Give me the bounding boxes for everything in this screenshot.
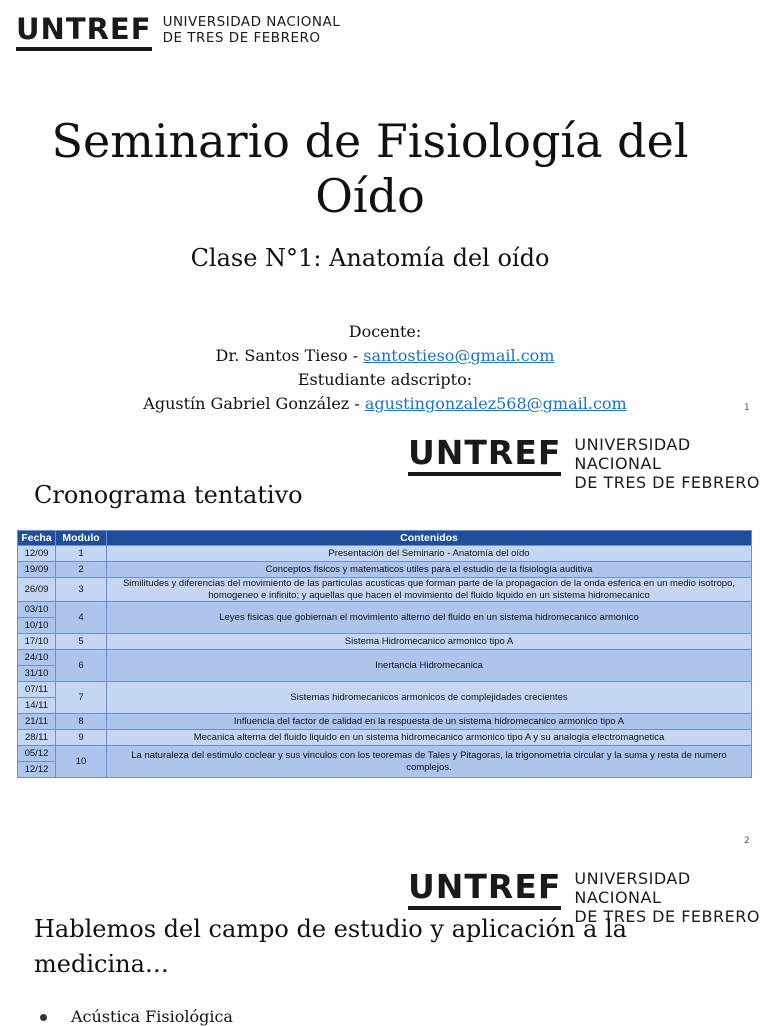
table-row — [18, 562, 752, 578]
docente-name: Dr. Santos Tieso - — [215, 346, 364, 365]
header-fecha: Fecha — [18, 531, 56, 546]
cell-contenido: Presentación del Seminario - Anatomía del oído — [107, 546, 752, 562]
docente-line — [0, 344, 768, 368]
cell-contenido: Leyes fisicas que gobiernan el movimiento alterno del fluido en un sistema hidromecanico armonico — [107, 602, 752, 634]
cell-modulo: 9 — [56, 730, 107, 746]
fecha-value: 31/10 — [18, 665, 55, 681]
logo-line-1: UNIVERSIDAD NACIONAL — [574, 435, 691, 473]
logo-subtitle — [163, 15, 341, 47]
untref-logo-slide2 — [408, 433, 768, 493]
untref-logo — [16, 12, 341, 51]
cell-contenido: Inertancia Hidromecanica — [107, 650, 752, 682]
table-row — [18, 634, 752, 650]
cell-modulo: 4 — [56, 602, 107, 634]
cell-contenido: Influencia del factor de calidad en la respuesta de un sistema hidromecanico armonico tipo A — [107, 714, 752, 730]
cell-modulo: 8 — [56, 714, 107, 730]
fecha-value: 07/11 — [24, 684, 49, 695]
table-row — [18, 578, 752, 602]
estudiante-email-link[interactable]: agustingonzalez568@gmail.com — [364, 394, 627, 413]
cell-modulo: 7 — [56, 682, 107, 714]
logo-line-1: UNIVERSIDAD NACIONAL — [574, 869, 691, 907]
table-row — [18, 546, 752, 562]
cell-fecha — [18, 602, 56, 634]
cell-contenido: Similitudes y diferencias del movimiento de las particulas acusticas que forman parte de la propagacion de la onda esferica en un medio isotropo, homogeneo e infinito; y aquellas que hacen el movimiento del fluido liquido en un sistema hidromecanico — [107, 578, 752, 602]
cell-fecha — [18, 650, 56, 682]
logo-word: UNTREF — [408, 436, 561, 476]
cell-modulo: 5 — [56, 634, 107, 650]
fecha-value: 19/09 — [24, 564, 49, 575]
slide3-heading: Hablemos del campo de estudio y aplicación a la medicina… — [34, 915, 627, 978]
bullet-text: Acústica Fisiológica — [71, 1007, 233, 1026]
fecha-value: 03/10 — [24, 604, 49, 615]
header-contenidos: Contenidos — [107, 531, 752, 546]
cell-fecha — [18, 634, 56, 650]
slide1-subtitle: Clase N°1: Anatomía del oído — [190, 244, 550, 272]
page-number-1: 1 — [744, 403, 750, 413]
fecha-value: 28/11 — [24, 732, 49, 743]
table-body — [18, 546, 752, 778]
cell-modulo: 1 — [56, 546, 107, 562]
cell-fecha — [18, 546, 56, 562]
cell-contenido: Sistemas hidromecanicos armonicos de complejidades crecientes — [107, 682, 752, 714]
logo-word: UNTREF — [16, 15, 152, 51]
logo-line-2: DE TRES DE FEBRERO — [162, 29, 321, 46]
bullet-dot-icon — [40, 1014, 47, 1021]
estudiante-line — [0, 392, 768, 416]
page-number-2: 2 — [744, 836, 750, 846]
table-row — [18, 682, 752, 714]
logo-line-2: DE TRES DE FEBRERO — [574, 906, 760, 926]
table-row — [18, 602, 752, 634]
cell-contenido: Mecanica alterna del fluido liquido en un sistema hidromecanico armonico tipo A y su analogia electromagnetica — [107, 730, 752, 746]
table-row — [18, 714, 752, 730]
fecha-value: 12/09 — [24, 548, 49, 559]
cell-fecha — [18, 714, 56, 730]
docente-block — [0, 320, 768, 416]
cell-modulo: 2 — [56, 562, 107, 578]
title-line-2: Oído — [315, 169, 425, 224]
cell-contenido: La naturaleza del estimulo coclear y sus vinculos con los teoremas de Tales y Pitagoras, la trigonometria circular y la suma y resta de numero complejos. — [107, 746, 752, 778]
cell-modulo: 6 — [56, 650, 107, 682]
fecha-value: 14/11 — [18, 697, 55, 713]
docente-label: Docente: — [348, 322, 422, 341]
cell-contenido: Conceptos fisicos y matematicos utiles para el estudio de la fisiología auditiva — [107, 562, 752, 578]
estudiante-label: Estudiante adscripto: — [297, 370, 473, 389]
table-row — [18, 650, 752, 682]
cell-fecha — [18, 562, 56, 578]
docente-email-link[interactable]: santostieso@gmail.com — [363, 346, 555, 365]
bullet-item — [40, 1007, 233, 1026]
cell-fecha — [18, 682, 56, 714]
cell-contenido: Sistema Hidromecanico armonico tipo A — [107, 634, 752, 650]
cell-fecha — [18, 730, 56, 746]
cronograma-table — [17, 530, 752, 778]
table-header-row — [18, 531, 752, 546]
fecha-value: 21/11 — [24, 716, 49, 727]
cell-modulo: 10 — [56, 746, 107, 778]
logo-word: UNTREF — [408, 870, 561, 910]
logo-subtitle — [574, 436, 768, 493]
estudiante-name: Agustín Gabriel González - — [143, 394, 365, 413]
cell-fecha — [18, 578, 56, 602]
header-modulo: Modulo — [56, 531, 107, 546]
cell-modulo: 3 — [56, 578, 107, 602]
fecha-value: 05/12 — [24, 748, 49, 759]
fecha-value: 10/10 — [18, 617, 55, 633]
fecha-value: 12/12 — [18, 761, 55, 777]
cronograma-heading: Cronograma tentativo — [34, 481, 303, 509]
fecha-value: 17/10 — [24, 636, 49, 647]
title-line-1: Seminario de Fisiología del — [51, 114, 689, 168]
table-row — [18, 746, 752, 778]
table-row — [18, 730, 752, 746]
logo-line-1: UNIVERSIDAD NACIONAL — [162, 14, 341, 30]
slide1-title — [0, 114, 740, 224]
logo-line-2: DE TRES DE FEBRERO — [574, 472, 760, 492]
fecha-value: 24/10 — [24, 652, 49, 663]
fecha-value: 26/09 — [24, 584, 49, 595]
cell-fecha — [18, 746, 56, 778]
